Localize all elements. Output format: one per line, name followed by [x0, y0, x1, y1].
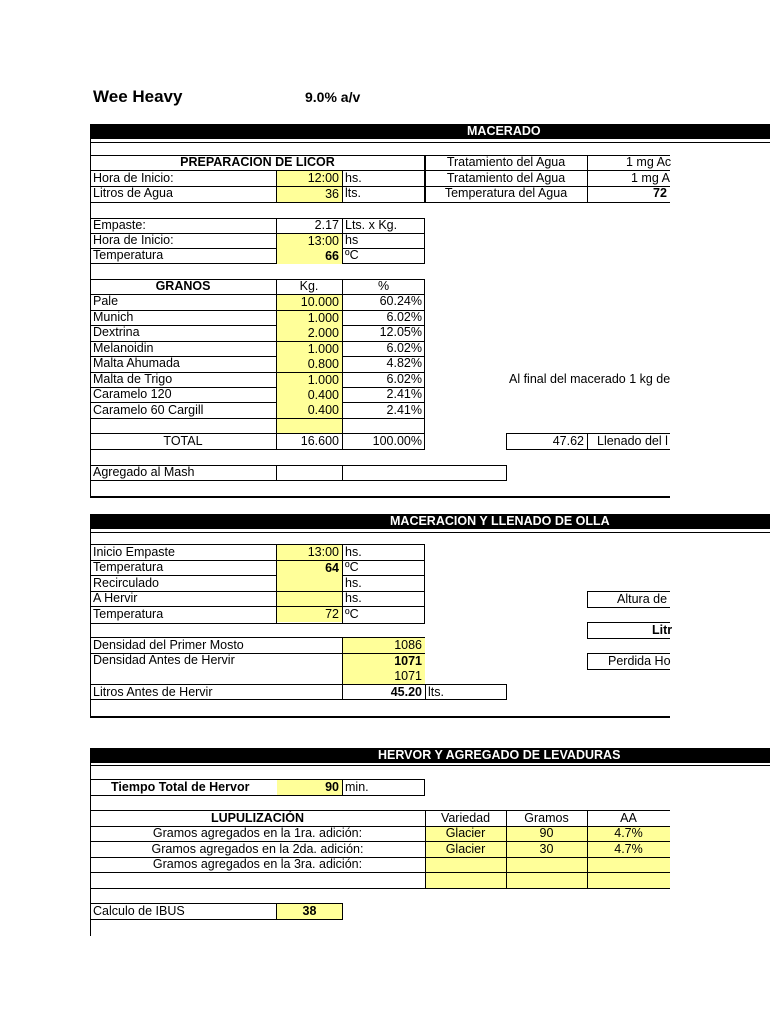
grano-kg[interactable]: 2.000: [277, 326, 342, 341]
empaste-temp-value[interactable]: 66: [277, 249, 342, 264]
col-divider: [342, 779, 343, 796]
col-divider: [342, 465, 343, 481]
col-divider: [425, 684, 426, 700]
mac-row-unit: hs.: [345, 545, 362, 559]
grano-pct: 2.41%: [386, 403, 422, 417]
llenado-label: Llenado del l: [597, 434, 668, 448]
grano-name: Malta de Trigo: [93, 372, 173, 386]
aa-header: AA: [620, 811, 637, 825]
mac-row-unit: hs.: [345, 576, 362, 590]
row-divider: [425, 872, 670, 873]
grano-pct: 60.24%: [379, 294, 422, 308]
mac-row-value[interactable]: 13:00: [277, 545, 342, 560]
grano-pct: 6.02%: [386, 310, 422, 324]
adicion-aa[interactable]: 4.7%: [614, 842, 643, 856]
hora-inicio-value[interactable]: 12:00: [277, 171, 342, 186]
lupulizacion-header: LUPULIZACIÓN: [210, 811, 305, 825]
grano-pct: 4.82%: [386, 356, 422, 370]
litros-antes-label: Litros Antes de Hervir: [93, 685, 213, 699]
grano-pct: 2.41%: [386, 387, 422, 401]
agua-label: Tratamiento del Agua: [446, 155, 566, 169]
tiempo-label: Tiempo Total de Hervor: [111, 780, 250, 794]
divider: [90, 142, 770, 143]
mac-row-label: Temperatura: [93, 560, 164, 574]
grano-pct: 6.02%: [386, 372, 422, 386]
grano-name: Caramelo 60 Cargill: [93, 403, 204, 417]
grano-name: Melanoidin: [93, 341, 154, 355]
grano-kg[interactable]: 10.000: [277, 295, 342, 310]
col-divider: [276, 465, 277, 481]
empaste-label: Empaste:: [93, 218, 146, 232]
adicion-variedad[interactable]: Glacier: [445, 842, 486, 856]
mac-row-unit: ºC: [345, 607, 359, 621]
pct-header: %: [377, 279, 390, 293]
col-divider: [587, 155, 588, 203]
litros-side-label: Litr: [652, 623, 673, 637]
empaste-hora-unit: hs: [345, 233, 359, 247]
llenado-value: 47.62: [552, 434, 584, 448]
section-title: HERVOR Y AGREGADO DE LEVADURAS: [378, 748, 621, 762]
col-divider: [342, 218, 343, 264]
agua-label: Temperatura del Agua: [444, 186, 568, 200]
densidad-primer-value[interactable]: 1086: [343, 638, 425, 653]
mac-row-value[interactable]: 64: [277, 561, 342, 576]
total-label: TOTAL: [163, 434, 203, 448]
grano-name: Caramelo 120: [93, 387, 172, 401]
mac-row-label: Temperatura: [93, 607, 164, 621]
mac-row-value[interactable]: 72: [277, 607, 342, 622]
litros-agua-unit: lts.: [345, 186, 361, 200]
col-divider: [587, 433, 588, 450]
section-bottom-border: [90, 496, 670, 498]
grano-name: Pale: [93, 294, 119, 308]
divider: [90, 765, 770, 766]
grano-name: Malta Ahumada: [93, 356, 180, 370]
section-title: MACERADO: [467, 124, 541, 138]
section-band-macerado: [90, 124, 770, 139]
divider: [90, 532, 770, 533]
adicion-variedad[interactable]: Glacier: [445, 826, 486, 840]
empaste-hora-value[interactable]: 13:00: [277, 234, 342, 249]
abv-value: 9.0% a/v: [305, 89, 361, 105]
row-divider: [90, 418, 425, 419]
empaste-unit: Lts. x Kg.: [345, 218, 398, 232]
mac-row-label: A Hervir: [93, 591, 138, 605]
mac-row-value[interactable]: [277, 576, 342, 591]
row-divider: [90, 591, 425, 592]
adicion-label: Gramos agregados en la 1ra. adición:: [152, 826, 363, 840]
mac-row-label: Recirculado: [93, 576, 160, 590]
col-divider: [342, 170, 343, 203]
col-divider: [342, 544, 343, 624]
perdida-label: Perdida Ho: [608, 654, 671, 668]
variedad-header: Variedad: [440, 811, 491, 825]
litros-agua-value[interactable]: 36: [277, 187, 342, 202]
grano-kg[interactable]: 1.000: [277, 342, 342, 357]
densidad-primer-label: Densidad del Primer Mosto: [93, 638, 244, 652]
adicion-label: Gramos agregados en la 3ra. adición:: [152, 857, 363, 871]
empaste-value: 2.17: [314, 218, 339, 232]
tiempo-unit: min.: [345, 780, 369, 794]
macerado-note: Al final del macerado 1 kg de: [509, 372, 671, 386]
kg-header: Kg.: [299, 279, 319, 293]
granos-header: GRANOS: [155, 279, 211, 293]
total-kg: 16.600: [300, 434, 339, 448]
agua-label: Tratamiento del Agua: [446, 171, 566, 185]
grano-kg[interactable]: 0.400: [277, 388, 342, 403]
agua-temp-value: 72: [653, 186, 667, 200]
adicion-label: Gramos agregados en la 2da. adición:: [151, 842, 364, 856]
grano-name: Dextrina: [93, 325, 140, 339]
section-title: MACERACION Y LLENADO DE OLLA: [390, 514, 610, 528]
grano-pct: 6.02%: [386, 341, 422, 355]
grano-name: Munich: [93, 310, 134, 324]
total-pct: 100.00%: [372, 434, 422, 448]
densidad-extra-value[interactable]: 1071: [343, 669, 425, 684]
grano-kg[interactable]: 1.000: [277, 373, 342, 388]
agregado-label: Agregado al Mash: [93, 465, 195, 479]
section-band-hervor: [90, 748, 770, 763]
grano-pct: 12.05%: [379, 325, 422, 339]
mac-row-unit: hs.: [345, 591, 362, 605]
section-band-maceracion: [90, 514, 770, 529]
ibus-value[interactable]: 38: [277, 904, 342, 919]
mac-row-unit: ºC: [345, 560, 359, 574]
hora-inicio-label: Hora de Inicio:: [93, 171, 174, 185]
densidad-antes-value[interactable]: 1071: [343, 654, 425, 669]
grano-kg[interactable]: 1.000: [277, 311, 342, 326]
adicion-gramos[interactable]: 30: [539, 842, 554, 856]
empaste-temp-label: Temperatura: [93, 248, 164, 262]
agua-value: 1 mg A: [631, 171, 670, 185]
tiempo-value[interactable]: 90: [277, 780, 342, 795]
adicion-aa[interactable]: 4.7%: [614, 826, 643, 840]
gramos-header: Gramos: [524, 811, 569, 825]
empaste-hora-label: Hora de Inicio:: [93, 233, 174, 247]
altura-label: Altura de: [617, 592, 668, 606]
grano-kg[interactable]: 0.400: [277, 403, 342, 418]
mac-row-label: Inicio Empaste: [93, 545, 175, 559]
litros-antes-value: 45.20: [390, 685, 422, 699]
licor-header: PREPARACION DE LICOR: [180, 155, 335, 169]
hora-inicio-unit: hs.: [345, 171, 362, 185]
mac-row-value[interactable]: [277, 592, 342, 606]
grano-empty-cell[interactable]: [277, 419, 342, 433]
litros-antes-unit: lts.: [428, 685, 444, 699]
grano-kg[interactable]: 0.800: [277, 357, 342, 372]
ibus-label: Calculo de IBUS: [93, 904, 185, 918]
litros-agua-label: Litros de Agua: [93, 186, 173, 200]
agua-value: 1 mg Ac: [626, 155, 672, 169]
empaste-temp-unit: ºC: [345, 248, 359, 262]
row-divider: [425, 857, 670, 858]
recipe-name: Wee Heavy: [93, 87, 183, 106]
densidad-antes-label: Densidad Antes de Hervir: [93, 653, 235, 667]
adicion-gramos[interactable]: 90: [539, 826, 554, 840]
section-bottom-border: [90, 716, 670, 718]
